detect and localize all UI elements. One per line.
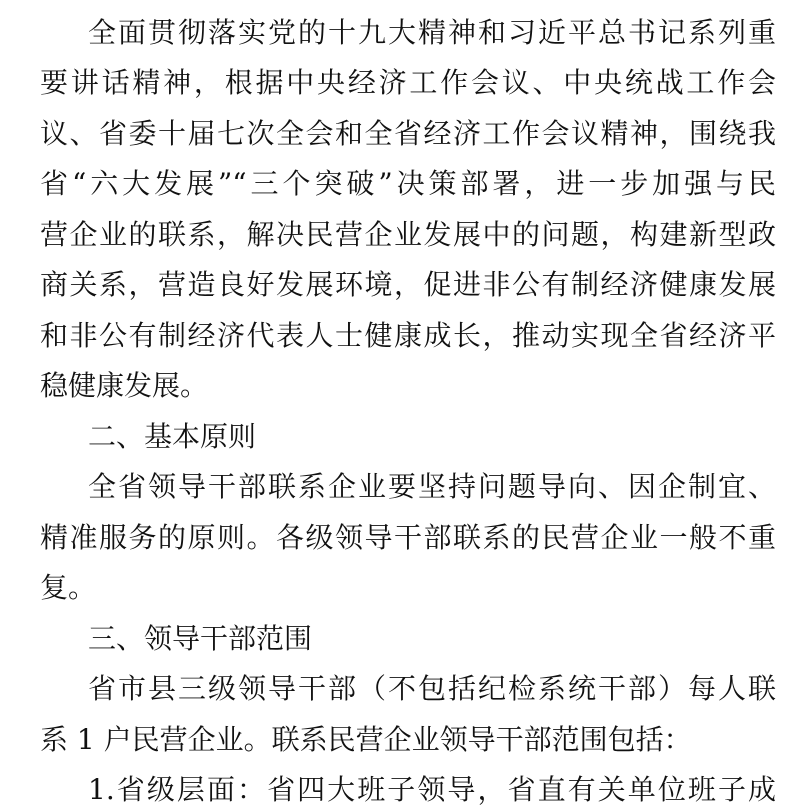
paragraph-line: 复。 (40, 571, 97, 604)
paragraph-line: 稳健康发展。 (40, 369, 209, 402)
paragraph-line: 省市县三级领导干部（不包括纪检系统干部）每人联 (88, 672, 776, 705)
paragraph-line: 全面贯彻落实党的十九大精神和习近平总书记系列重 (88, 16, 776, 49)
paragraph-line: 议、省委十届七次全会和全省经济工作会议精神，围绕我 (40, 117, 776, 150)
paragraph-line: 要讲话精神，根据中央经济工作会议、中央统战工作会 (40, 66, 776, 99)
paragraph-line: 全省领导干部联系企业要坚持问题导向、因企制宜、 (88, 470, 776, 503)
paragraph-line: 商关系，营造良好发展环境，促进非公有制经济健康发展 (40, 268, 776, 301)
list-item-line: 1.省级层面：省四大班子领导，省直有关单位班子成 (88, 773, 776, 806)
paragraph-line: 精准服务的原则。各级领导干部联系的民营企业一般不重 (40, 521, 776, 554)
paragraph-line: 营企业的联系，解决民营企业发展中的问题，构建新型政 (40, 218, 776, 251)
paragraph-line: 系 1 户民营企业。联系民营企业领导干部范围包括： (40, 723, 692, 756)
paragraph-line: 和非公有制经济代表人士健康成长，推动实现全省经济平 (40, 319, 776, 352)
section-heading: 三、领导干部范围 (88, 622, 313, 655)
section-heading: 二、基本原则 (88, 420, 257, 453)
paragraph-line: 省“六大发展”“三个突破”决策部署，进一步加强与民 (40, 167, 776, 200)
